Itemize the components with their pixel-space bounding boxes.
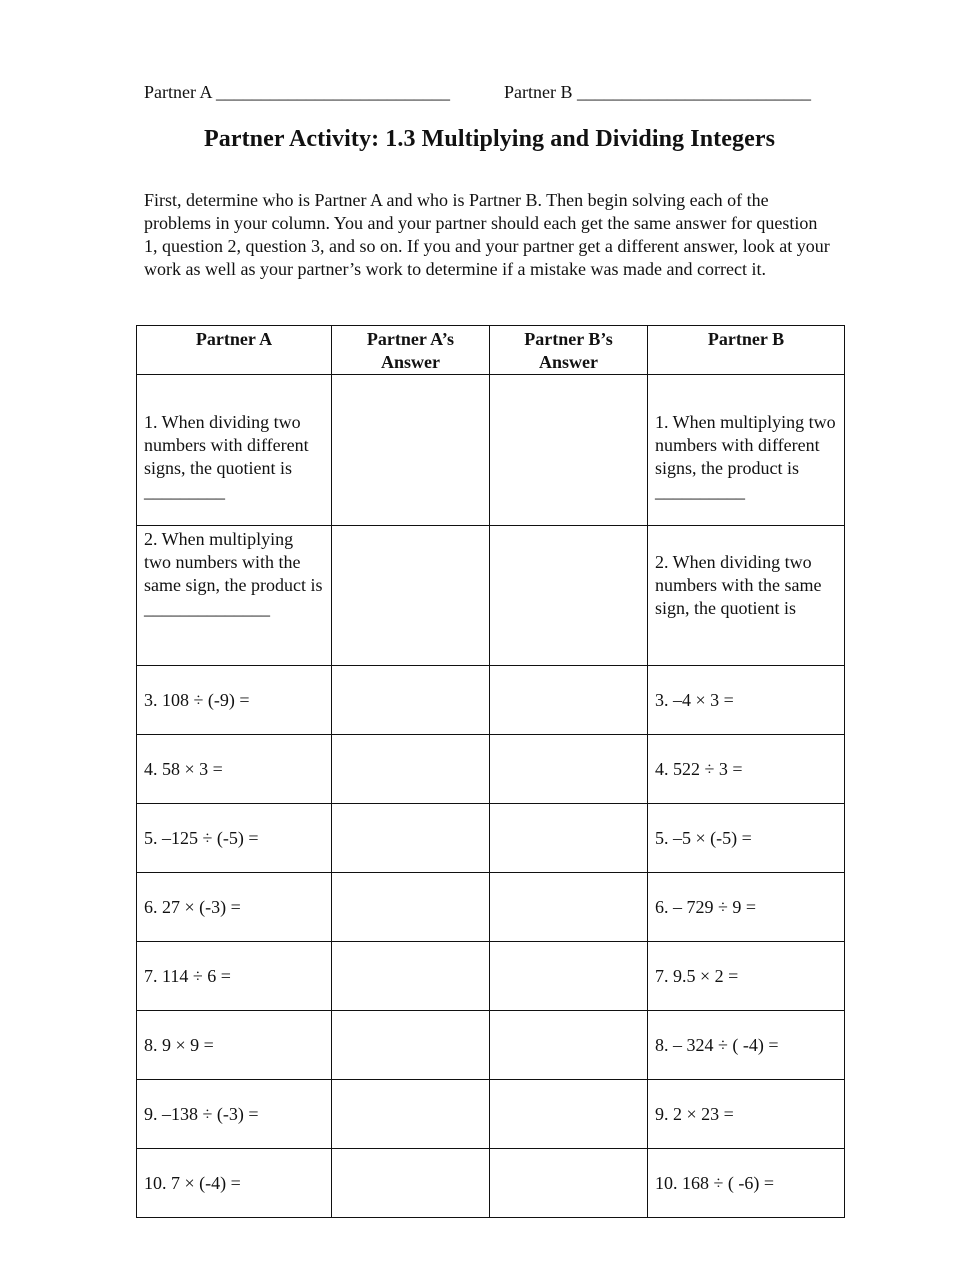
partner-b-answer-cell[interactable] <box>490 375 648 526</box>
table-row <box>137 1080 845 1149</box>
worksheet-table <box>136 325 845 1218</box>
partner-a-answer-cell[interactable] <box>332 1011 490 1080</box>
partner-a-answer-cell[interactable] <box>332 942 490 1011</box>
partner-b-answer-cell[interactable] <box>490 526 648 666</box>
partner-a-answer-cell[interactable] <box>332 735 490 804</box>
partner-a-answer-cell[interactable] <box>332 873 490 942</box>
partner-a-question: 5. –125 ÷ (-5) = <box>137 804 332 873</box>
partner-b-answer-cell[interactable] <box>490 735 648 804</box>
partner-a-question: 4. 58 × 3 = <box>137 735 332 804</box>
partner-a-answer-cell[interactable] <box>332 1149 490 1218</box>
partner-b-answer-cell[interactable] <box>490 1011 648 1080</box>
table-row <box>137 1011 845 1080</box>
partner-b-question: 5. –5 × (-5) = <box>648 804 845 873</box>
partner-b-question: 8. – 324 ÷ ( -4) = <box>648 1011 845 1080</box>
partner-b-answer-cell[interactable] <box>490 1149 648 1218</box>
partner-a-question: 9. –138 ÷ (-3) = <box>137 1080 332 1149</box>
table-row <box>137 375 845 526</box>
partner-a-answer-cell[interactable] <box>332 1080 490 1149</box>
partner-b-question: 3. –4 × 3 = <box>648 666 845 735</box>
partner-a-question: 6. 27 × (-3) = <box>137 873 332 942</box>
partner-a-question: 1. When dividing two numbers with different signs, the quotient is _________ <box>137 375 332 526</box>
partner-a-question: 7. 114 ÷ 6 = <box>137 942 332 1011</box>
partner-a-answer-cell[interactable] <box>332 804 490 873</box>
partner-b-question: 10. 168 ÷ ( -6) = <box>648 1149 845 1218</box>
partner-b-question: 6. – 729 ÷ 9 = <box>648 873 845 942</box>
table-row <box>137 873 845 942</box>
partner-a-name-line: Partner A __________________________ <box>144 82 450 102</box>
partner-a-question: 8. 9 × 9 = <box>137 1011 332 1080</box>
partner-b-question: 9. 2 × 23 = <box>648 1080 845 1149</box>
partner-b-answer-cell[interactable] <box>490 804 648 873</box>
partner-b-answer-cell[interactable] <box>490 1080 648 1149</box>
partner-b-name-line: Partner B __________________________ <box>504 82 811 102</box>
partner-a-question: 2. When multiplying two numbers with the same sign, the product is ______________ <box>137 526 332 666</box>
header-partner-a: Partner A <box>137 326 332 375</box>
header-partner-a-answer: Partner A’s Answer <box>332 326 490 375</box>
instructions-paragraph: First, determine who is Partner A and who is Partner B. Then begin solving each of the problems in your column. You and your partner should each get the same answer for question 1, question 2, question 3, and so on. If you and your partner get a different answer, look at your work as well as your partner’s work to determine if a mistake was made and correct it. <box>144 190 830 279</box>
table-row <box>137 1149 845 1218</box>
partner-a-answer-cell[interactable] <box>332 526 490 666</box>
partner-b-answer-cell[interactable] <box>490 873 648 942</box>
table-row <box>137 666 845 735</box>
partner-b-question: 2. When dividing two numbers with the same sign, the quotient is <box>648 526 845 666</box>
partner-b-answer-cell[interactable] <box>490 666 648 735</box>
partner-a-question: 3. 108 ÷ (-9) = <box>137 666 332 735</box>
table-row <box>137 942 845 1011</box>
page-title: Partner Activity: 1.3 Multiplying and Dividing Integers <box>203 126 776 152</box>
table-header-row <box>137 326 845 375</box>
table-row <box>137 526 845 666</box>
partner-b-answer-cell[interactable] <box>490 942 648 1011</box>
partner-a-question: 10. 7 × (-4) = <box>137 1149 332 1218</box>
header-partner-b-answer: Partner B’s Answer <box>490 326 648 375</box>
table-row <box>137 804 845 873</box>
partner-b-question: 1. When multiplying two numbers with different signs, the product is __________ <box>648 375 845 526</box>
table-row <box>137 735 845 804</box>
partner-a-answer-cell[interactable] <box>332 375 490 526</box>
partner-b-question: 7. 9.5 × 2 = <box>648 942 845 1011</box>
partner-b-question: 4. 522 ÷ 3 = <box>648 735 845 804</box>
partner-a-answer-cell[interactable] <box>332 666 490 735</box>
header-partner-b: Partner B <box>648 326 845 375</box>
